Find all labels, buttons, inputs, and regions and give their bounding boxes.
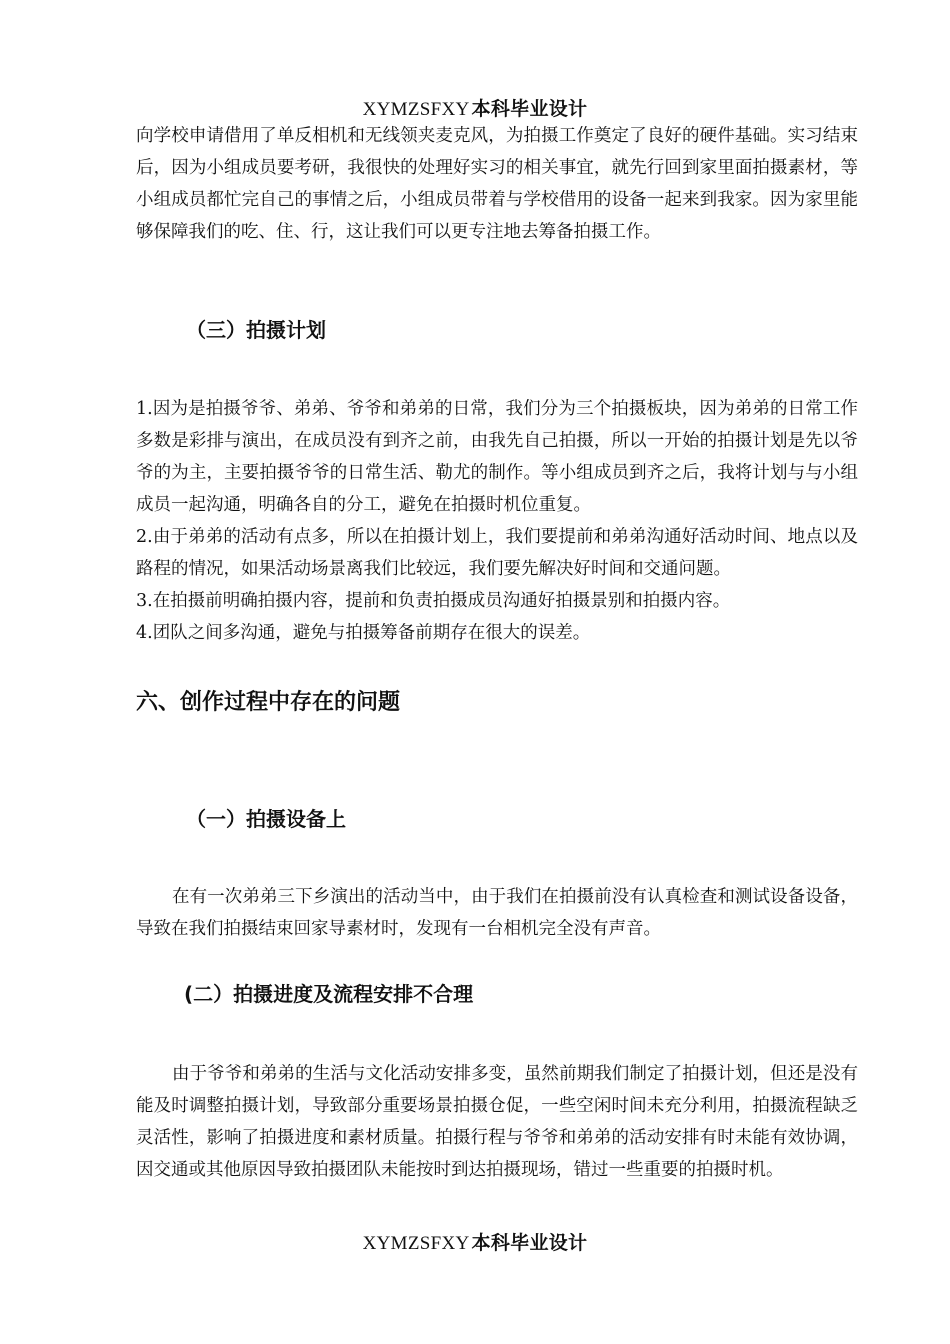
page-footer	[0, 1228, 950, 1255]
plan-item-4: 4.团队之间多沟通，避免与拍摄筹备前期存在很大的误差。	[136, 623, 591, 643]
progress-paragraph: 由于爷爷和弟弟的生活与文化活动安排多变，虽然前期我们制定了拍摄计划，但还是没有能及时调整拍摄计划，导致部分重要场景拍摄仓促，一些空闲时间未充分利用，拍摄流程缺乏灵活性，影响了拍摄进度和素材质量。拍摄行程与爷爷和弟弟的活动安排有时未能有效协调，因交通或其他原因导致拍摄团队未能按时到达拍摄现场，错过一些重要的拍摄时机。	[136, 1064, 858, 1180]
page-header	[0, 94, 950, 121]
plan-item-3: 3.在拍摄前明确拍摄内容，提前和负责拍摄成员沟通好拍摄景别和拍摄内容。	[136, 591, 731, 611]
footer-latin-text: XYMZSFXY	[362, 1233, 470, 1254]
footer-cn-text: 本科毕业设计	[471, 1232, 588, 1254]
intro-paragraph: 向学校申请借用了单反相机和无线领夹麦克风，为拍摄工作奠定了良好的硬件基础。实习结束后，因为小组成员要考研，我很快的处理好实习的相关事宜，就先行回到家里面拍摄素材，等小组成员都忙完自己的事情之后，小组成员带着与学校借用的设备一起来到我家。因为家里能够保障我们的吃、住、行，这让我们可以更专注地去筹备拍摄工作。	[136, 126, 858, 242]
header-latin-text: XYMZSFXY	[362, 99, 470, 120]
plan-item-2: 2.由于弟弟的活动有点多，所以在拍摄计划上，我们要提前和弟弟沟通好活动时间、地点以及路程的情况，如果活动场景离我们比较远，我们要先解决好时间和交通问题。	[136, 527, 858, 579]
heading-equipment: （一）拍摄设备上	[186, 807, 346, 831]
header-cn-text: 本科毕业设计	[471, 98, 588, 120]
heading-section-6: 六、创作过程中存在的问题	[136, 690, 401, 715]
heading-progress: (二）拍摄进度及流程安排不合理	[184, 982, 474, 1006]
plan-item-1: 1.因为是拍摄爷爷、弟弟、爷爷和弟弟的日常，我们分为三个拍摄板块，因为弟弟的日常工作多数是彩排与演出，在成员没有到齐之前，由我先自己拍摄，所以一开始的拍摄计划是先以爷爷的为主，主要拍摄爷爷的日常生活、勒尤的制作。等小组成员到齐之后，我将计划与与小组成员一起沟通，明确各自的分工，避免在拍摄时机位重复。	[136, 399, 858, 515]
heading-shooting-plan: （三）拍摄计划	[186, 318, 326, 342]
equipment-paragraph: 在有一次弟弟三下乡演出的活动当中，由于我们在拍摄前没有认真检查和测试设备设备，导致在我们拍摄结束回家导素材时，发现有一台相机完全没有声音。	[136, 887, 858, 939]
